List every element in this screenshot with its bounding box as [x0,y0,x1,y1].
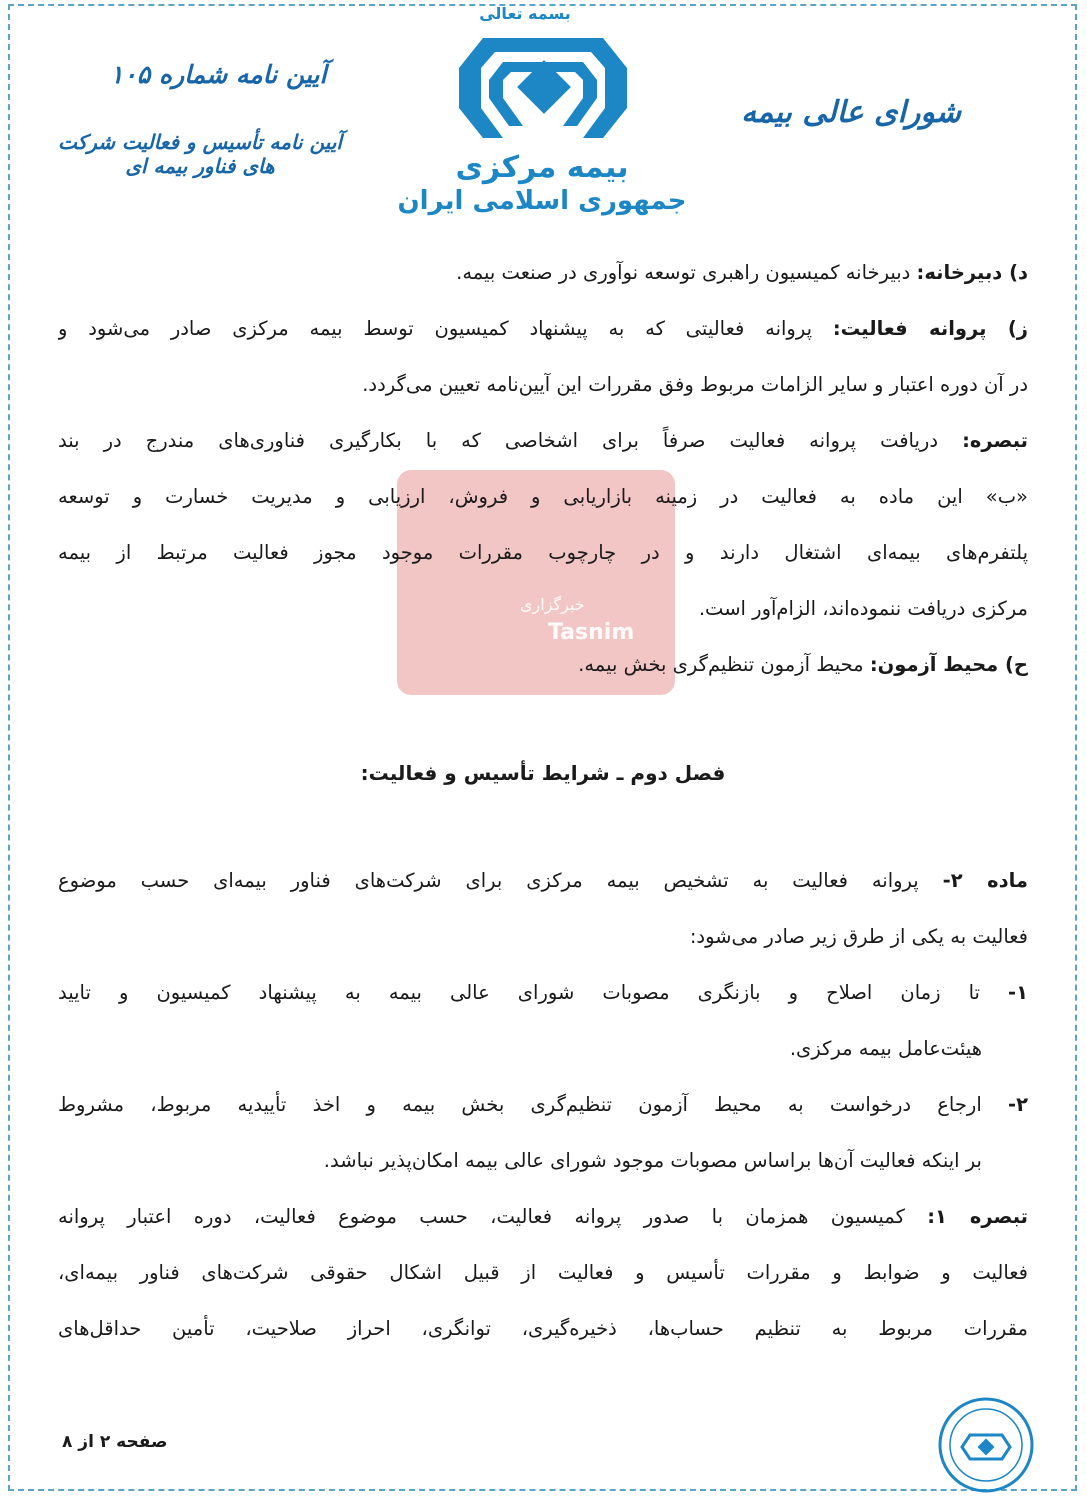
note-1 [58,1189,1028,1245]
regulation-number: آیین نامه شماره ۱۰۵ [110,60,327,89]
chapter-heading: فصل دوم ـ شرایط تأسیس و فعالیت: [360,761,726,785]
list-item [58,965,1028,1021]
definition-label: ز) پروانه فعالیت: [832,317,1028,340]
definition-label: د) دبیرخانه: [916,261,1028,284]
bismillah: بسمه تعالی [479,4,571,23]
note-text: دریافت پروانه فعالیت صرفاً برای اشخاصی که با بکارگیری فناوری‌های مندرج در بند [58,429,939,452]
note-cont: پلتفرم‌های بیمه‌ای اشتغال دارند و در چارچوب مقررات موجود مجوز فعالیت مرتبط از بیمه [58,541,1028,564]
note-cont: «ب» این ماده به فعالیت در زمینه بازاریابی و فروش، ارزیابی و مدیریت خسارت و توسعه [58,485,1028,508]
note-text: کمیسیون همزمان با صدور پروانه فعالیت، حسب موضوع فعالیت، دوره اعتبار پروانه [58,1205,905,1228]
list-item-number: ۲- [1008,1093,1028,1116]
document-body [58,245,1028,1357]
definition-text: پروانه فعالیتی که به پیشنهاد کمیسیون توسط بیمه مرکزی صادر می‌شود و [58,317,813,340]
letterhead [0,0,1087,240]
org-name-line1: بیمه مرکزی [455,150,629,185]
list-item-text: ارجاع درخواست به محیط آزمون تنظیم‌گری بخش بیمه و اخذ تأییدیه مربوط، مشروط [58,1093,982,1116]
note-cont: مرکزی دریافت ننموده‌اند، الزام‌آور است. [698,597,1028,620]
definition-z-cont: در آن دوره اعتبار و سایر الزامات مربوط وفق مقررات این آیین‌نامه تعیین می‌گردد. [362,373,1028,396]
definition-d [58,245,1028,301]
list-item-cont: هیئت‌عامل بیمه مرکزی. [789,1037,982,1060]
central-insurance-logo-icon [455,28,631,148]
list-item-number: ۱- [1008,981,1028,1004]
list-item-text: تا زمان اصلاح و بازنگری مصوبات شورای عالی بیمه به پیشنهاد کمیسیون و تایید [58,981,980,1004]
definition-label: ح) محیط آزمون: [869,653,1028,676]
list-item [58,1077,1028,1133]
note-label: تبصره: [962,429,1028,452]
org-name-line2: جمهوری اسلامی ایران [397,186,687,216]
regulation-title: آیین نامه تأسیس و فعالیت شرکت های فناور بیمه ای [58,130,342,178]
note-1-cont: مقررات مربوط به تنظیم حساب‌ها، ذخیره‌گیری، توانگری، احراز صلاحیت، تأمین حداقل‌های [58,1317,1028,1340]
page-number: صفحه ۲ از ۸ [62,1432,168,1452]
definition-z [58,301,1028,357]
definition-text: دبیرخانه کمیسیون راهبری توسعه نوآوری در صنعت بیمه. [456,261,911,284]
note [58,413,1028,469]
official-seal-icon [936,1395,1036,1495]
watermark-text-fa: خبرگزاری [520,595,585,614]
definition-text: محیط آزمون تنظیم‌گری بخش بیمه. [578,653,864,676]
article-label: ماده ۲- [942,869,1028,892]
council-title: شورای عالی بیمه [741,95,961,130]
definition-h [58,637,1028,693]
article-text: پروانه فعالیت به تشخیص بیمه مرکزی برای شرکت‌های فناور بیمه‌ای حسب موضوع [58,869,919,892]
article-2 [58,853,1028,909]
note-1-cont: فعالیت و ضوابط و مقررات تأسیس و فعالیت از قبیل اشکال حقوقی شرکت‌های فناور بیمه‌ای، [58,1261,1028,1284]
note-label: تبصره ۱: [927,1205,1028,1228]
list-item-cont: بر اینکه فعالیت آن‌ها براساس مصوبات موجود شورای عالی بیمه امکان‌پذیر نباشد. [323,1149,982,1172]
article-2-cont: فعالیت به یکی از طرق زیر صادر می‌شود: [689,925,1028,948]
watermark-text-en: Tasnim [548,620,635,645]
